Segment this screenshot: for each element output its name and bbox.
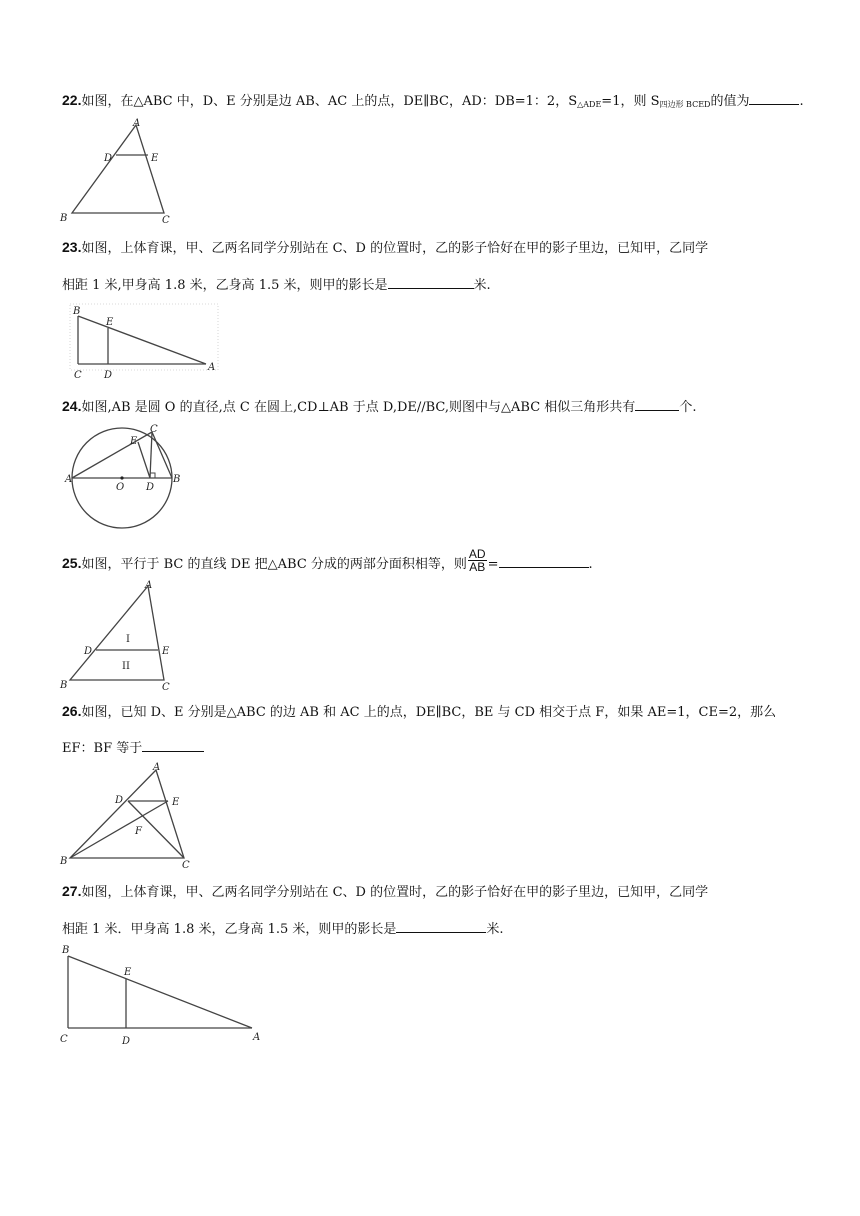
question-text: 米. [473, 278, 491, 293]
answer-blank[interactable] [635, 398, 679, 411]
label-c: C [162, 682, 170, 693]
question-text: 相距 1 米,甲身高 1.8 米，乙身高 1.5 米，则甲的影长是 [62, 278, 388, 293]
region-label-2: II [122, 661, 130, 672]
label-c: C [150, 424, 158, 435]
question-text: 如图，在△ABC 中，D、E 分别是边 AB、AC 上的点，DE∥BC，AD：DB=1：2，S [81, 94, 578, 109]
light-ray [68, 956, 252, 1028]
answer-blank[interactable] [388, 276, 474, 289]
question-text: EF：BF 等于 [62, 741, 143, 756]
triangle-abc [70, 770, 184, 858]
label-b: B [60, 213, 68, 224]
question-text: 如图，已知 D、E 分别是△ABC 的边 AB 和 AC 上的点，DE∥BC，BE 与 CD 相交于点 F，如果 AE=1，CE=2，那么 [81, 705, 777, 720]
label-c: C [182, 860, 190, 871]
question-text: 米. [486, 922, 504, 937]
label-a: A [153, 762, 161, 773]
figure-22 [60, 115, 180, 225]
question-23-line2 [62, 274, 491, 293]
label-a: A [208, 362, 216, 373]
question-27 [62, 884, 708, 899]
question-text: 相距 1 米．甲身高 1.8 米，乙身高 1.5 米，则甲的影长是 [62, 922, 397, 937]
center-point [120, 476, 123, 479]
figure-25 [60, 578, 180, 693]
question-text: 的值为 [710, 94, 750, 109]
label-e: E [172, 797, 180, 808]
label-d: D [104, 153, 113, 164]
label-d: D [146, 482, 155, 493]
label-e: E [124, 967, 132, 978]
region-label-1: I [126, 634, 130, 645]
question-22 [62, 92, 804, 109]
subscript: △ADE [577, 100, 602, 109]
label-o: O [116, 482, 125, 493]
label-b: B [60, 680, 68, 691]
question-text: 如图，平行于 BC 的直线 DE 把△ABC 分成的两部分面积相等，则 [81, 557, 467, 572]
fraction-ad-ab [468, 548, 487, 573]
answer-blank[interactable] [396, 920, 486, 933]
equals-sign: = [487, 557, 499, 572]
fraction-numerator: AD [468, 547, 486, 561]
triangle-abc [70, 586, 164, 680]
question-number: 25. [62, 555, 82, 571]
label-c: C [74, 370, 82, 381]
segment-cb [152, 432, 172, 478]
label-d: D [104, 370, 113, 381]
question-27-line2 [62, 918, 504, 937]
question-23 [62, 240, 708, 255]
segment-be [70, 801, 168, 858]
label-d: D [84, 646, 93, 657]
label-f: F [135, 826, 142, 837]
question-26-line2 [62, 737, 204, 756]
light-ray [78, 316, 206, 364]
question-text: 如图,AB 是圆 O 的直径,点 C 在圆上,CD⊥AB 于点 D,DE//BC,则图中与△ABC 相似三角形共有 [81, 400, 636, 415]
figure-23 [68, 302, 228, 382]
segment-cd [150, 432, 152, 478]
segment-ac [72, 432, 152, 478]
label-e: E [106, 317, 114, 328]
label-c: C [162, 215, 170, 226]
label-b: B [60, 856, 68, 867]
question-text: =1，则 S [601, 94, 660, 109]
question-text: 如图，上体育课，甲、乙两名同学分别站在 C、D 的位置时，乙的影子恰好在甲的影子里边，已知甲，乙同学 [81, 241, 709, 256]
label-b: B [62, 945, 70, 956]
question-number: 26. [62, 703, 82, 719]
answer-blank[interactable] [142, 739, 204, 752]
period: . [799, 94, 804, 109]
figure-24 [64, 422, 189, 532]
label-b: B [173, 474, 181, 485]
subscript: 四边形 BCED [659, 100, 711, 109]
label-d: D [115, 795, 124, 806]
figure-26 [60, 760, 200, 870]
label-b: B [73, 306, 81, 317]
label-a: A [253, 1032, 261, 1043]
label-e: E [162, 646, 170, 657]
label-a: A [133, 118, 141, 129]
period: . [588, 557, 593, 572]
label-e: E [130, 436, 138, 447]
question-number: 24. [62, 398, 82, 414]
question-text: 个. [679, 400, 697, 415]
label-d: D [122, 1036, 131, 1047]
question-number: 23. [62, 239, 82, 255]
question-24 [62, 398, 696, 414]
label-c: C [60, 1034, 68, 1045]
triangle-abc [72, 125, 164, 213]
fraction-denominator: AB [469, 560, 486, 574]
question-25 [62, 547, 593, 577]
answer-blank[interactable] [749, 92, 799, 105]
question-26 [62, 704, 776, 719]
question-number: 27. [62, 883, 82, 899]
figure-27 [58, 942, 268, 1047]
label-a: A [145, 580, 153, 591]
label-e: E [151, 153, 159, 164]
label-a: A [65, 474, 73, 485]
segment-de [138, 442, 150, 478]
answer-blank[interactable] [499, 555, 589, 568]
question-text: 如图，上体育课，甲、乙两名同学分别站在 C、D 的位置时，乙的影子恰好在甲的影子里边，已知甲，乙同学 [81, 885, 709, 900]
question-number: 22. [62, 92, 82, 108]
